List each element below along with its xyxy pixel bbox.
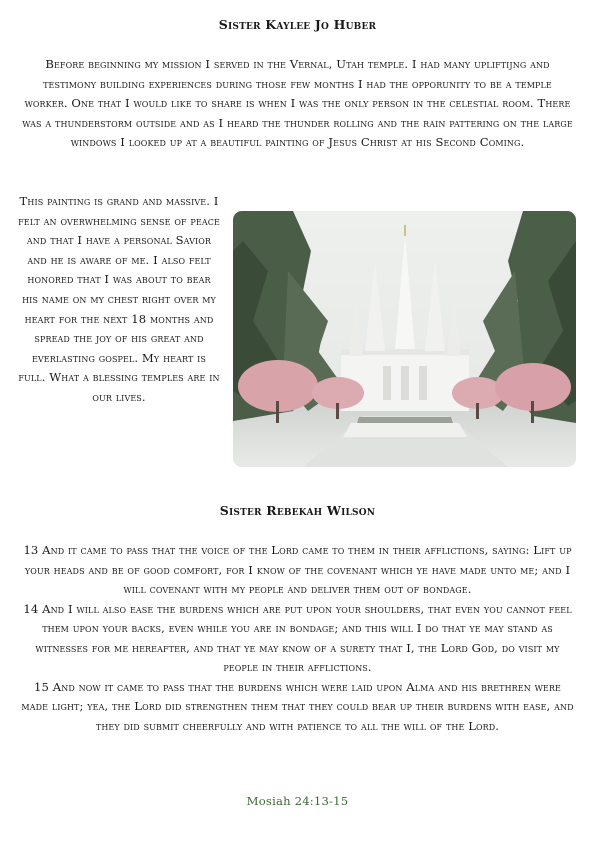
intro-paragraph: Before beginning my mission I served in the Vernal, Utah temple. I had many upliftijng and testimony building experiences during those few months I had the opporunity to be a temple worker. One that I would like to share is when I was the only person in the celestial room. There was a thunderstorm outside and as I heard the thunder rolling and the rain pattering on the large windows I looked up at a beautiful painting of Jesus Christ at his Second Coming. xyxy=(22,57,573,149)
scripture-reference: Mosiah 24:13-15 xyxy=(246,794,349,808)
scripture-passage xyxy=(20,541,575,736)
verse-14: 14 And I will also ease the burdens which are put upon your shoulders, that even you cannot feel them upon your backs, even while you are in bondage; and this will I do that ye may stand as witnesses for me hereafter, and that ye may know of a surety that I, the Lord God, do visit my people in their afflictions. xyxy=(23,601,572,674)
section-title-kaylee: Sister Kaylee Jo Huber xyxy=(218,17,377,32)
verse-15: 15 And now it came to pass that the burdens which were laid upon Alma and his brethren were made light; yea, the Lord did strengthen them that they could bear up their burdens with ease, and they did submit cheerfully and with patience to all the will of the Lord. xyxy=(21,679,574,733)
section-title-rebekah: Sister Rebekah Wilson xyxy=(219,503,376,518)
side-paragraph: This painting is grand and massive. I felt an overwhelming sense of peace and that I have a personal Savior and he is aware of me. I also felt honored that I was about to bear his name on my chest right over my heart for the next 18 months and spread the joy of his great and everlasting gospel. My heart is full. What a blessing temples are in our lives. xyxy=(18,194,220,404)
verse-13: 13 And it came to pass that the voice of the Lord came to them in their afflictions, saying: Lift up your heads and be of good comfort, for I know of the covenant which ye have made unto me; and I will covenant with my people and deliver them out of bondage. xyxy=(23,543,572,596)
temple-photo xyxy=(233,211,576,467)
